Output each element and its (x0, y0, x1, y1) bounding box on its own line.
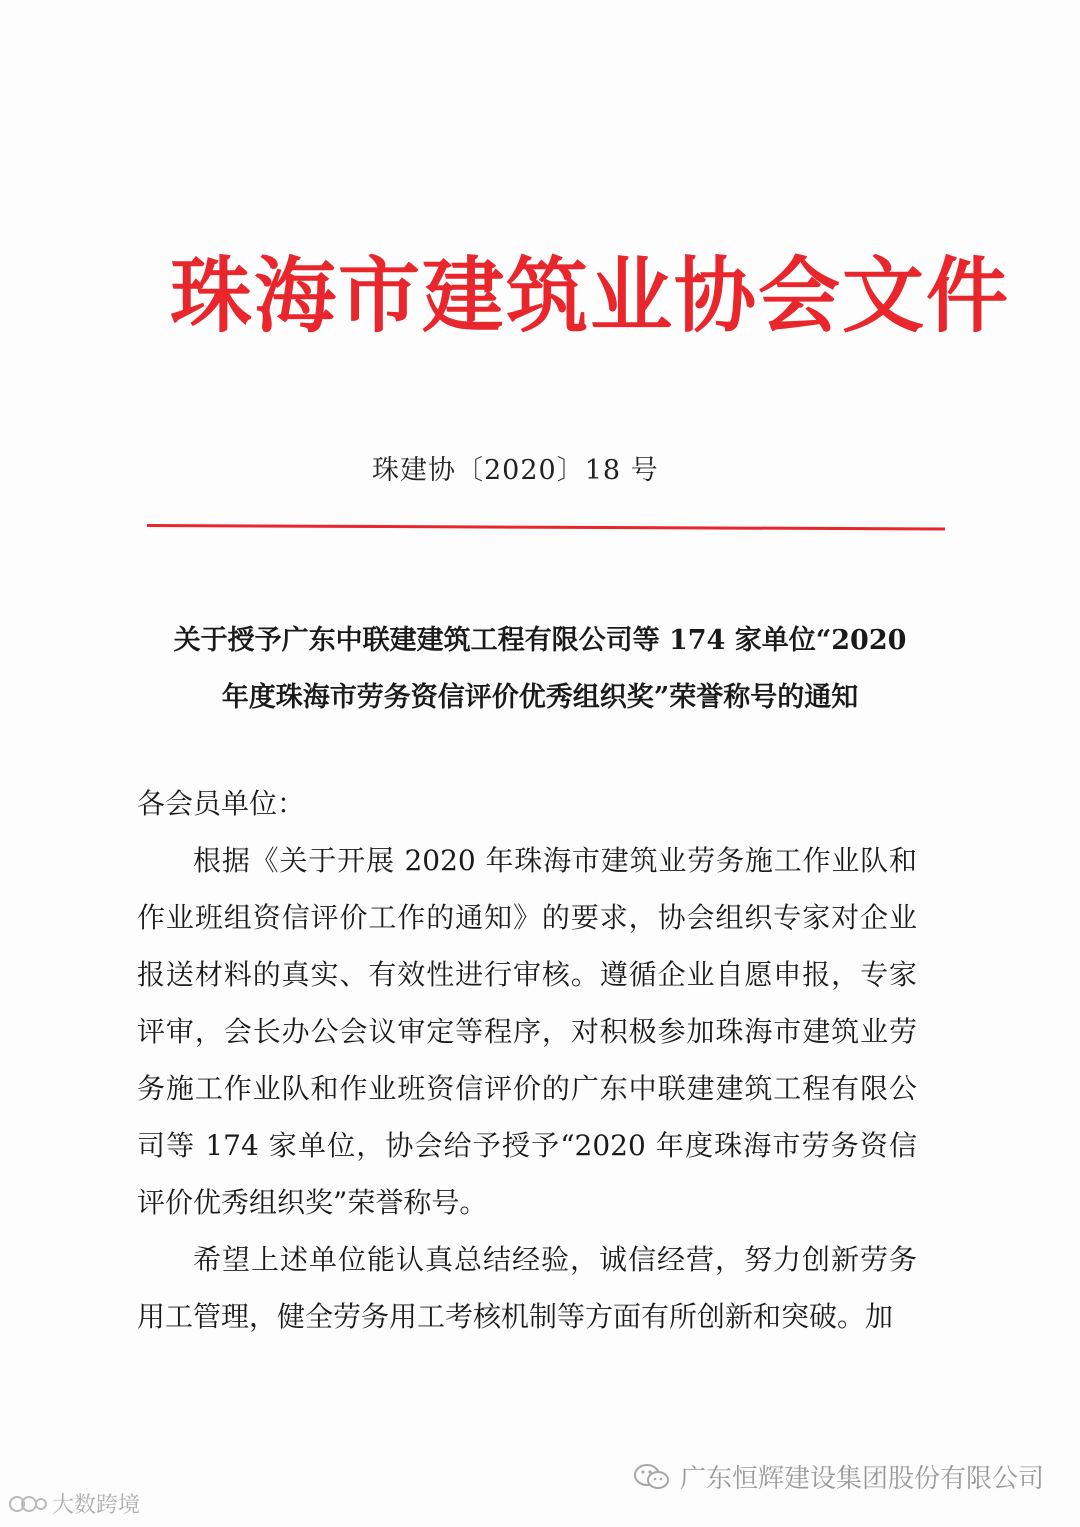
body-paragraph-1: 根据《关于开展 2020 年珠海市建筑业劳务施工作业队和作业班组资信评价工作的通知》的要求，协会组织专家对企业报送材料的真实、有效性进行审核。遵循企业自愿申报，专家评审，会长办公会议审定等程序，对积极参加珠海市建筑业劳务施工作业队和作业班资信评价的广东中联建建筑工程有限公司等 174 家单位，协会给予授予“2020 年度珠海市劳务资信评价优秀组织奖”荣誉称号。 (137, 844, 917, 1219)
source-watermark-text: 大数跨境 (52, 1493, 141, 1518)
source-watermark (8, 1488, 140, 1519)
notice-title (140, 612, 940, 726)
wechat-icon (632, 1462, 672, 1492)
body-paragraph-2: 希望上述单位能认真总结经验，诚信经营，努力创新劳务用工管理，健全劳务用工考核机制等方面有所创新和突破。加 (137, 1243, 917, 1333)
notice-title-line-1: 关于授予广东中联建建筑工程有限公司等 174 家单位“2020 (173, 625, 907, 656)
notice-body (137, 775, 917, 1345)
document-number: 珠建协〔2020〕18 号 (372, 455, 659, 486)
document-masthead: 珠海市建筑业协会文件 (170, 249, 1011, 344)
salutation: 各会员单位： (137, 787, 306, 820)
red-divider-line (147, 524, 945, 530)
source-logo-icon (8, 1493, 48, 1515)
publisher-watermark (632, 1458, 1044, 1495)
publisher-watermark-text: 广东恒辉建设集团股份有限公司 (679, 1464, 1044, 1494)
notice-title-line-2: 年度珠海市劳务资信评价优秀组织奖”荣誉称号的通知 (221, 682, 859, 713)
